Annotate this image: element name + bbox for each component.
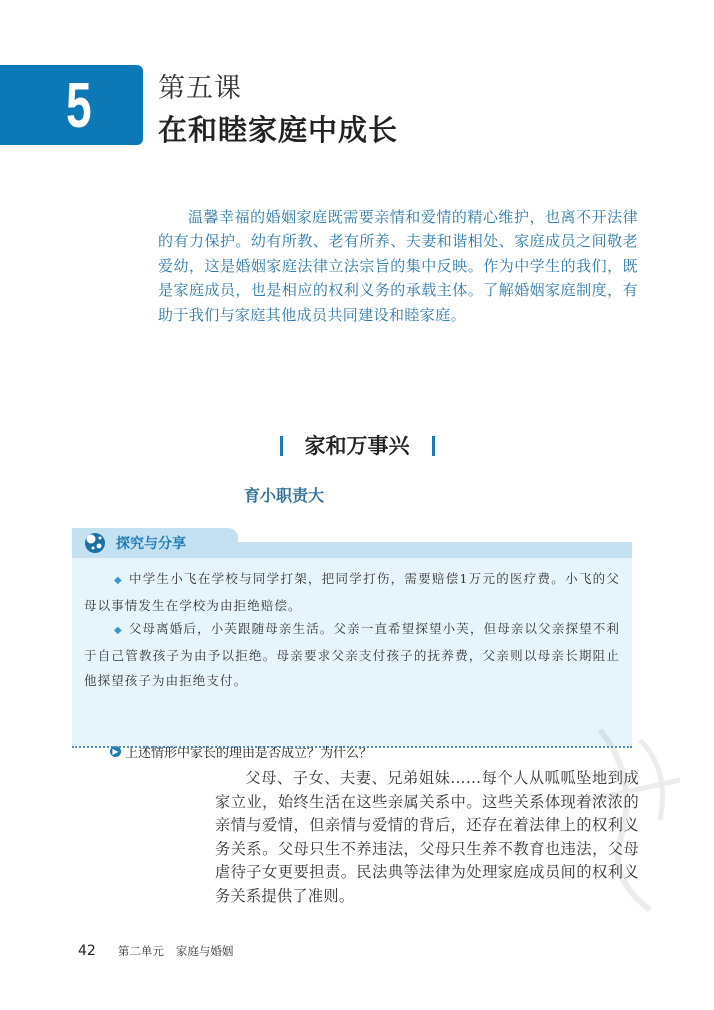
question-text: 上述情形中家长的理由是否成立？为什么？: [125, 746, 373, 761]
diamond-bullet-icon: ◆: [114, 625, 123, 636]
explore-header-tab: [72, 528, 238, 558]
subsection-heading: 育小职责大: [244, 486, 325, 505]
case-item: [84, 616, 620, 693]
discussion-question: [110, 742, 372, 761]
lesson-intro-paragraph: 温馨幸福的婚姻家庭既需要亲情和爱情的精心维护，也离不开法律的有力保护。幼有所教、老有所养、夫妻和谐相处、家庭成员之间敬老爱幼，这是婚姻家庭法律立法宗旨的集中反映。作为中学生的我们，既是家庭成员，也是相应的权利义务的承载主体。了解婚姻家庭制度，有助于我们与家庭其他成员共同建设和睦家庭。: [158, 208, 638, 324]
body-paragraph: 父母、子女、夫妻、兄弟姐妹……每个人从呱呱坠地到成家立业，始终生活在这些亲属关系中。这些关系体现着浓浓的亲情与爱情，但亲情与爱情的背后，还存在着法律上的权利义务关系。父母只生不养违法，父母只生养不教育也违法，父母虐待子女更要担责。民法典等法律为处理家庭成员间的权利义务关系提供了准则。: [215, 769, 639, 905]
heading-bar-right: [432, 436, 435, 456]
explore-share-box: [72, 528, 632, 761]
arrow-bullet-icon: ▶: [110, 746, 121, 757]
unit-label: [118, 943, 234, 959]
case-item: [84, 566, 620, 618]
page-number: 42: [78, 943, 96, 959]
case-text: 中学生小飞在学校与同学打架，把同学打伤，需要赔偿1万元的医疗费。小飞的父母以事情发生在学校为由拒绝赔偿。: [84, 571, 620, 613]
dotted-divider: [72, 746, 632, 748]
lesson-number-badge: [0, 65, 143, 145]
page-footer: [78, 943, 233, 959]
heading-bar-left: [280, 436, 283, 456]
section-heading-text: 家和万事兴: [304, 434, 410, 458]
case-text: 父母离婚后，小芙跟随母亲生活。父亲一直希望探望小芙，但母亲以父亲探望不利于自己管教孩子为由予以拒绝。母亲要求父亲支付孩子的抚养费，父亲则以母亲长期阻止他探望孩子为由拒绝支付。: [84, 621, 620, 688]
lesson-title: 在和睦家庭中成长: [158, 113, 399, 147]
section-heading: [0, 430, 714, 460]
unit-number: 第二单元: [117, 944, 164, 958]
diamond-bullet-icon: ◆: [114, 575, 123, 586]
explore-title: 探究与分享: [116, 536, 186, 552]
lesson-subtitle: 第五课: [158, 73, 242, 104]
unit-title: 家庭与婚姻: [175, 944, 234, 958]
molecule-icon: [84, 532, 106, 554]
lesson-number: 5: [66, 69, 93, 141]
explore-body: [72, 558, 632, 761]
